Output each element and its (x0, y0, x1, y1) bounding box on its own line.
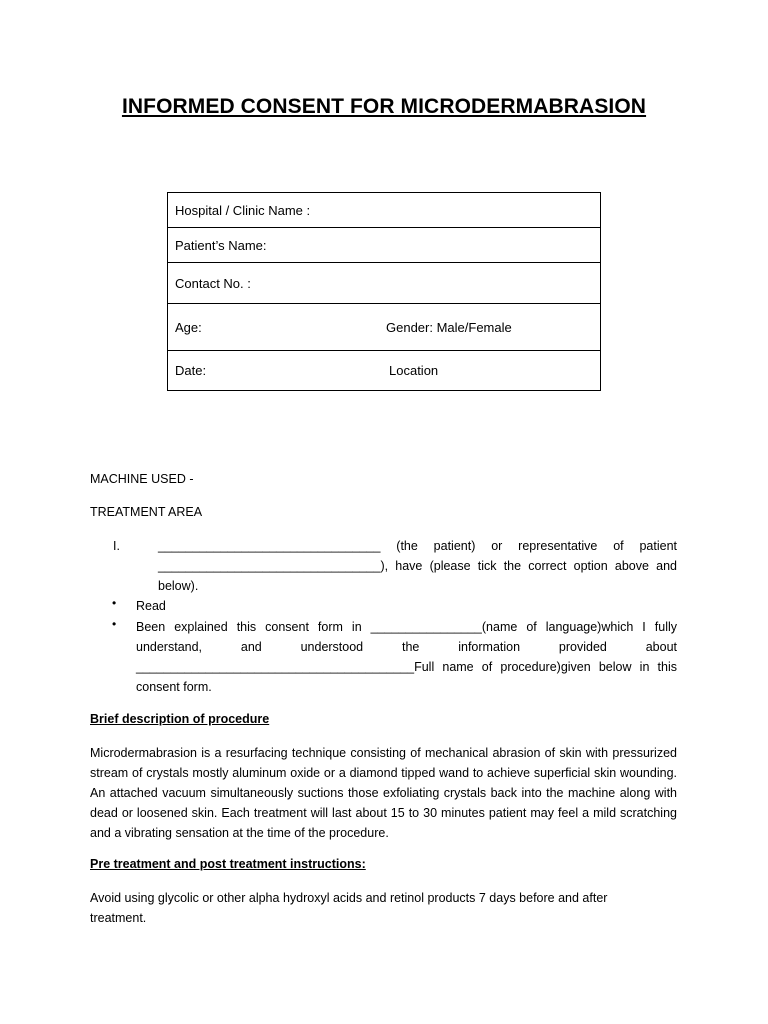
instructions-line-2: treatment. (90, 911, 147, 925)
location-label: Location (389, 363, 439, 378)
instructions-line-1: Avoid using glycolic or other alpha hydroxyl acids and retinol products 7 days before and after (90, 891, 608, 905)
treatment-area-label: TREATMENT AREA (90, 505, 203, 519)
machine-used-label: MACHINE USED - (90, 472, 194, 486)
bullet-icon: • (112, 596, 117, 610)
statement-line-3: below). (158, 579, 199, 593)
gender-label: Gender: Male/Female (386, 319, 512, 335)
statement-line-1: ________________________________ (the patient) or representative of patient (158, 539, 677, 553)
hospital-row (168, 193, 600, 228)
brief-description-heading: Brief description of procedure (90, 712, 270, 726)
patient-info-table (167, 192, 601, 391)
option-explained-line-1: Been explained this consent form in ________________(name of language)which I fully (136, 620, 677, 634)
patient-name-label: Patient’s Name: (175, 237, 267, 253)
statement-number: I. (113, 539, 120, 553)
document-title: INFORMED CONSENT FOR MICRODERMABRASION (121, 95, 647, 118)
patient-name-row (168, 228, 600, 263)
age-label: Age: (175, 319, 202, 335)
option-explained-line-4: consent form. (136, 680, 212, 694)
contact-label: Contact No. : (175, 275, 251, 291)
brief-description-text: Microdermabrasion is a resurfacing technique consisting of mechanical abrasion of skin with pressurized stream of crystals mostly aluminum oxide or a diamond tipped wand to achieve superficial skin wounding. An attached vacuum simultaneously suctions those exfoliating crystals back into the machine along with dead or loosened skin. Each treatment will last about 15 to 30 minutes patient may feel a mild scratching and a vibrating sensation at the time of the procedure. (90, 746, 677, 840)
contact-row (168, 263, 600, 304)
option-explained-line-2: understand, and understood the information provided about (136, 640, 677, 654)
option-read: Read (136, 599, 166, 613)
hospital-label: Hospital / Clinic Name : (175, 202, 311, 218)
date-location-row (168, 351, 600, 390)
statement-line-2: ________________________________), have (please tick the correct option above and (158, 559, 677, 573)
option-explained-line-3: ________________________________________Full name of procedure)given below in this (136, 660, 677, 674)
instructions-heading: Pre treatment and post treatment instructions: (90, 857, 366, 871)
date-label: Date: (175, 363, 207, 378)
age-gender-row (168, 304, 600, 351)
bullet-icon: • (112, 617, 117, 631)
